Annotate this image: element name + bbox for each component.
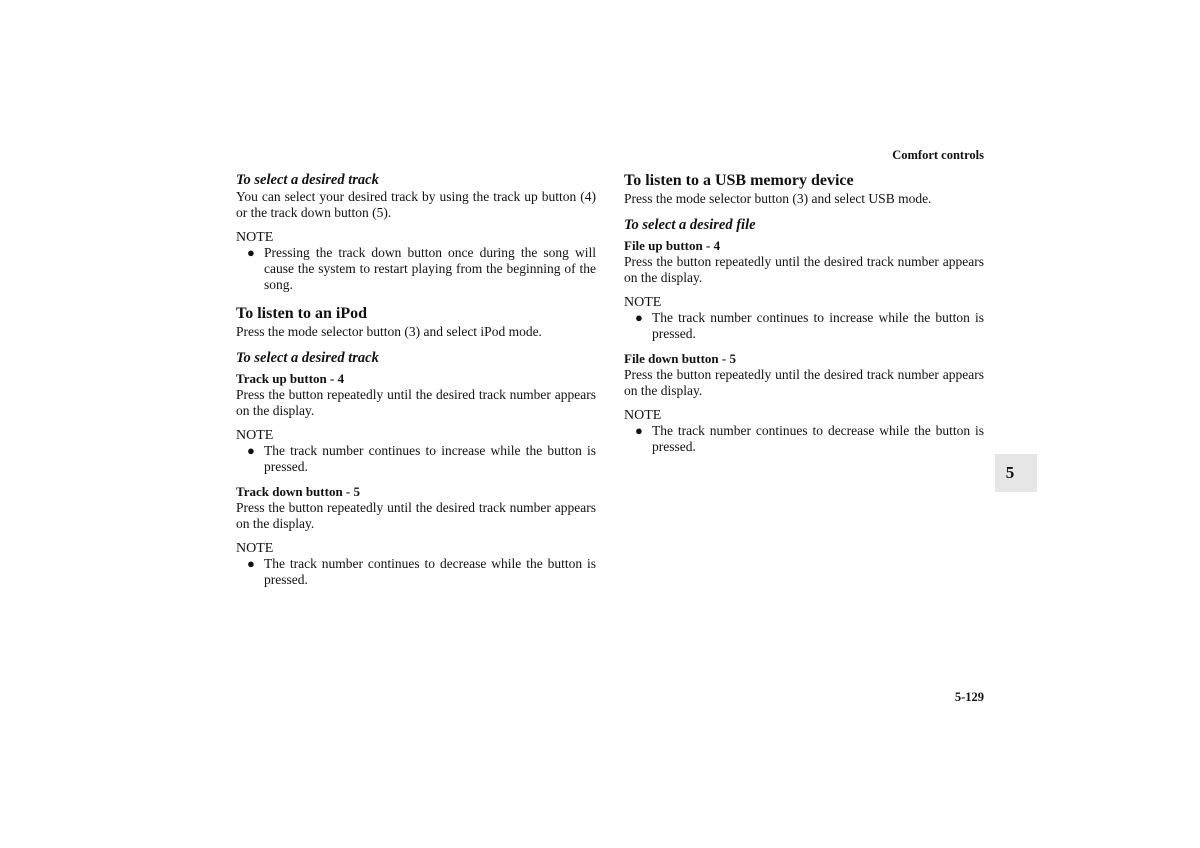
file-down-heading: File down button - 5	[624, 351, 736, 366]
page-number: 5-129	[954, 690, 984, 704]
note-bullet	[236, 556, 596, 588]
note-bullet-text: The track number continues to increase while the button is pressed.	[264, 443, 596, 474]
note-bullet-text: The track number continues to decrease while the button is pressed.	[652, 423, 984, 454]
note-bullet	[624, 423, 984, 455]
bullet-icon: ●	[247, 556, 255, 571]
bullet-icon: ●	[247, 443, 255, 458]
select-track-text: You can select your desired track by using the track up button (4) or the track down button (5).	[236, 189, 596, 220]
file-down-text: Press the button repeatedly until the desired track number appears on the display.	[624, 367, 984, 398]
usb-heading: To listen to a USB memory device	[624, 172, 854, 189]
note-bullet-text: The track number continues to increase while the button is pressed.	[652, 310, 984, 341]
chapter-tab	[995, 454, 1037, 492]
track-down-heading: Track down button - 5	[236, 484, 361, 499]
note-bullet	[236, 443, 596, 475]
note-label: NOTE	[236, 541, 274, 556]
ipod-heading: To listen to an iPod	[236, 305, 367, 322]
track-up-heading: Track up button - 4	[236, 371, 345, 386]
bullet-icon: ●	[247, 245, 255, 260]
ipod-text: Press the mode selector button (3) and select iPod mode.	[236, 324, 542, 339]
bullet-icon: ●	[635, 310, 643, 325]
file-up-heading: File up button - 4	[624, 238, 721, 253]
select-track-heading: To select a desired track	[236, 172, 379, 188]
note-label: NOTE	[236, 428, 274, 443]
right-column	[624, 171, 984, 455]
usb-text: Press the mode selector button (3) and select USB mode.	[624, 191, 932, 206]
note-bullet-text: The track number continues to decrease while the button is pressed.	[264, 556, 596, 587]
note-label: NOTE	[624, 408, 662, 423]
note-bullet	[236, 245, 596, 293]
note-bullet	[624, 310, 984, 342]
select-file-heading: To select a desired file	[624, 217, 756, 233]
file-up-text: Press the button repeatedly until the desired track number appears on the display.	[624, 254, 984, 285]
track-up-text: Press the button repeatedly until the desired track number appears on the display.	[236, 387, 596, 418]
bullet-icon: ●	[635, 423, 643, 438]
running-header: Comfort controls	[892, 148, 984, 162]
ipod-select-track-heading: To select a desired track	[236, 350, 379, 366]
track-down-text: Press the button repeatedly until the desired track number appears on the display.	[236, 500, 596, 531]
note-label: NOTE	[624, 295, 662, 310]
note-bullet-text: Pressing the track down button once during the song will cause the system to restart playing from the beginning of the song.	[264, 245, 596, 292]
note-label: NOTE	[236, 230, 274, 245]
chapter-tab-label: 5	[1005, 463, 1015, 482]
left-column	[236, 171, 596, 588]
